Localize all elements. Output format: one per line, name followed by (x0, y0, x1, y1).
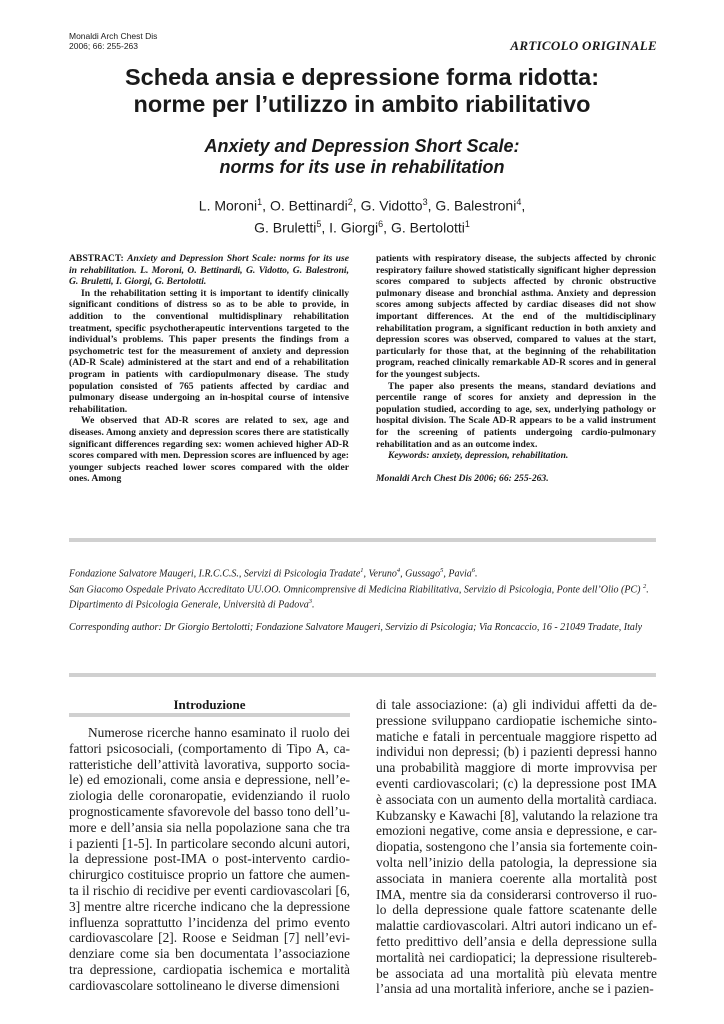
body-text-line: eventi cardiovascolari; (c) la depressione post IMA (376, 775, 657, 791)
author-affiliation-mark: 1 (464, 218, 470, 229)
body-text-line: i pazienti [1-5]. In particolare secondo alcuni autori, (69, 835, 350, 851)
body-text-line: lo della depressione quale fattore scatenante delle (376, 902, 657, 918)
body-text-line: diopatia, sostengono che l’ansia sia fortemente coin- (376, 839, 658, 855)
body-text-line: be associata ad una mortalità più elevata mentre (376, 965, 657, 981)
body-column-left (69, 697, 350, 994)
body-text-line: fetto predittivo dell’ansia e della depressione sulla (376, 933, 657, 949)
author-affiliation-mark: 6 (378, 218, 384, 229)
body-text-line: la depressione post-IMA o post-intervento cardio- (69, 851, 350, 867)
english-title-line-1: Anxiety and Depression Short Scale: (204, 136, 520, 156)
body-text-line: 3] mentre altre ricerche indicano che la depressione (69, 898, 350, 914)
journal-name: Monaldi Arch Chest Dis (69, 31, 158, 41)
italian-title-line-2: norme per l’utilizzo in ambito riabilitativo (133, 91, 591, 117)
author-name: G. Vidotto (360, 197, 423, 214)
author-name: G. Bruletti (254, 219, 317, 236)
body-text-line: l’ansia ad una mortalità inferiore, anche se i pazien- (376, 981, 654, 997)
author-name: G. Balestroni (435, 197, 517, 214)
journal-reference (69, 31, 157, 51)
abstract-column-right (376, 253, 656, 484)
abstract-paragraph: In the rehabilitation setting it is important to identify clinically significant conditions of distress so as to be able to provide, in addition to the conventional multidisplinary rehabilitation treatment, specific psychotherapeutic interventions targeted to the individual’s problems. This paper presents the findings from a psychometric test for the measurement of anxiety and depression (AD-R Scale) administered at the start and end of a rehabilitation program in patients with cardiopulmonary disease. The study population consisted of 765 patients affected by cardiac and pulmonary disease undergoing an in-hospital course of intensive rehabilitation. (69, 287, 349, 415)
body-text-line: fattori psicosociali, (comportamento di Tipo A, ca- (69, 740, 350, 756)
author-line-2: G. Bruletti$^5$, I. Giorgi$^6$, G. Bertolotti$^1$ (254, 218, 470, 236)
author-affiliation-mark: 5 (316, 218, 322, 229)
affiliation-3: Dipartimento di Psicologia Generale, Università di Padova$^3$. (69, 598, 315, 611)
english-title-line-2: norms for its use in rehabilitation (219, 157, 505, 177)
body-text-line: tra depressione, cardiopatia ischemica e mortalità (69, 961, 350, 977)
body-text-line: IMA, mentre sia da considerarsi controverso il ruo- (376, 886, 657, 902)
body-text-line: volta nell’inizio della patologia, la depressione sia (376, 854, 657, 870)
italian-title (0, 64, 724, 118)
body-text-line: mortalità nei cardiopatici; la depressione risultereb- (376, 949, 657, 965)
author-name: O. Bettinardi (269, 197, 348, 214)
section-heading: Introduzione (173, 697, 246, 712)
body-text-line: le) ed emozionali, come ansia e depressione, nell’e- (69, 772, 350, 788)
body-text-line: Kubzansky e Kawachi [8], valutando la relazione tra (376, 807, 658, 823)
body-text-line: matiche e fatali in percentuale maggiore rispetto ad (376, 728, 657, 744)
section-divider (69, 673, 656, 677)
body-text-line: emozioni negative, come ansia e depressione, e car- (376, 823, 657, 839)
corresponding-author: Corresponding author: Dr Giorgio Bertolotti; Fondazione Salvatore Maugeri, Servizio di Psicologia; Via Roncaccio, 16 - 21049 Tradate, Italy (69, 621, 643, 633)
body-text-line: influenza soprattutto l’incidenza del primo evento (69, 914, 350, 930)
abstract-citation-lead: Anxiety and Depression Short Scale: norms for its use in rehabilitation. L. Moroni, O. Bettinardi, G. Vidotto, G. Balestroni, G. Bruletti, I. Giorgi, G. Bertolotti. (69, 253, 349, 288)
body-column-right (376, 697, 657, 997)
journal-issue: 2006; 66: 255-263 (69, 41, 139, 51)
affiliation-1: Fondazione Salvatore Maugeri, I.R.C.C.S., Servizi di Psicologia Tradate$^1$, Veruno$^4$, Gussago$^5$, Pavia$^6$. (69, 567, 478, 580)
section-divider (69, 538, 656, 542)
author-name: I. Giorgi (329, 219, 379, 236)
author-affiliation-mark: 1 (257, 197, 263, 207)
body-text-line: pressione sviluppano cardiopatie ischemiche sinto- (376, 712, 657, 728)
affiliation-2: San Giacomo Ospedale Privato Accreditato UU.OO. Omnicomprensive di Medicina Riabilitativa, Servizio di Psicologia, Ponte dell’Olio (PC) $^2$. (69, 582, 649, 595)
italian-title-line-1: Scheda ansia e depressione forma ridotta: (124, 64, 600, 90)
body-text-line: ta il rischio di recidive per eventi cardiovascolari [6, (69, 882, 350, 898)
author-name: G. Bertolotti (390, 219, 465, 236)
body-text-line: Numerose ricerche hanno esaminato il ruolo dei (88, 725, 350, 740)
body-text-line: prognosticamente sfavorevole del basso tono dell’u- (69, 803, 350, 819)
abstract-keywords: Keywords: anxiety, depression, rehabilitation. (388, 450, 569, 462)
body-text-line: individui non depressi; (b) i pazienti depressi hanno (376, 744, 657, 760)
body-text-line: cardiovascolare [2]. Roose e Seidman [7] nell’evi- (69, 930, 350, 946)
body-text-line: associata in maniera coerente alla mortalità post (376, 870, 657, 886)
abstract-paragraph: We observed that AD-R scores are related to sex, age and diseases. Among anxiety and depression scores there are statistically significant differences regarding sex: women achieved higher AD-R scores compared with men. Depression scores are influenced by age: younger subjects reached lower scores compared with the older ones. Among (69, 415, 349, 485)
body-text-line: chirurgico costituisce proprio un fattore che aumen- (69, 867, 350, 883)
body-text-line: ziologia delle coronaropatie, evidenziando il ruolo (69, 788, 350, 804)
abstract-intro (69, 253, 349, 288)
affiliations (69, 565, 657, 634)
abstract-label: ABSTRACT: (69, 253, 124, 264)
author-affiliation-mark: 3 (422, 197, 428, 207)
body-text-line: cardiovascolare sottolineano le diverse dimensioni (69, 977, 340, 993)
section-label: ARTICOLO ORIGINALE (510, 38, 657, 53)
body-text-right (376, 697, 657, 997)
author-affiliation-mark: 2 (347, 197, 353, 207)
body-text-line: more e dell’ansia sia nella popolazione sana che tra (69, 819, 350, 835)
body-text-line: denziare come sia ben documentata l’associazione (69, 946, 350, 962)
english-title (0, 136, 724, 178)
abstract-paragraph: The paper also presents the means, standard deviations and percentile range of scores for anxiety and depression in the population studied, according to age, sex, underlying pathology or hospital division. The Scale AD-R appears to be a valid instrument for the screening of patients undergoing cardio-pulmonary rehabilitation and as an outcome index. (376, 380, 656, 450)
body-text-line: è associata con un aumento della mortalità cardiaca. (376, 791, 657, 807)
body-text-left (69, 725, 350, 994)
body-text-line: una probabilità maggiore di morte improvvisa per (376, 760, 657, 776)
author-name: L. Moroni (198, 197, 258, 214)
abstract-column-left (69, 253, 349, 485)
author-affiliation-mark: 4 (516, 197, 522, 207)
author-list (0, 193, 724, 236)
author-line-1: L. Moroni$^1$, O. Bettinardi$^2$, G. Vidotto$^3$, G. Balestroni$^4$, (198, 197, 526, 214)
heading-underline (69, 713, 350, 717)
body-text-line: malattie cardiovascolari. Altri autori indicano un ef- (376, 918, 657, 934)
body-text-line: ratteristiche dell’attività lavorativa, supporto socia- (69, 756, 350, 772)
abstract-citation: Monaldi Arch Chest Dis 2006; 66: 255-263. (376, 472, 549, 484)
abstract-paragraph: patients with respiratory disease, the subjects affected by chronic respiratory failure showed statistically significant higher depression scores compared to subjects affected by chronic obstructive pulmonary disease and bronchial asthma. Anxiety and depression scores among subjects affected by cardiac diseases did not show important differences. At the end of the multidisciplinary rehabilitation program, a significant reduction in both anxiety and depression scores was observed, compared to values at the start, particularly for those that, at the beginning of the rehabilitation program, reached clinically remarkable AD-R scores and in general for the youngest subjects. (376, 253, 656, 380)
body-text-line: di tale associazione: (a) gli individui affetti da de- (376, 697, 657, 712)
